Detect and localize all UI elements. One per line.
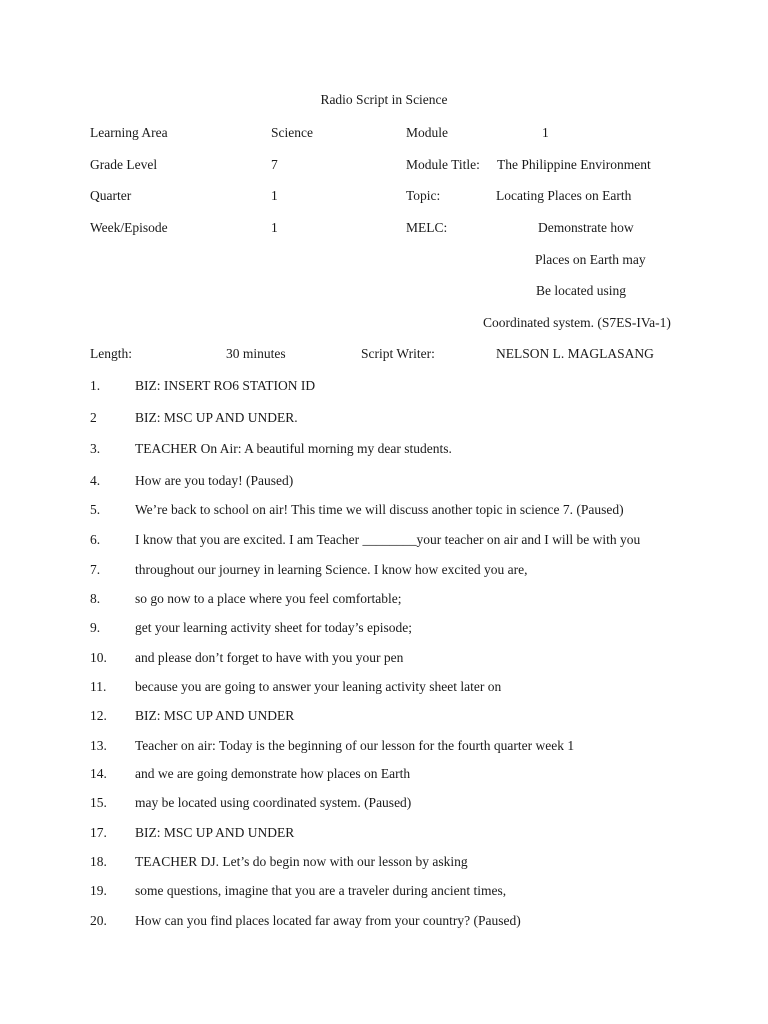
- line-text: How can you find places located far away from your country? (Paused): [135, 913, 521, 928]
- topic-label: Topic:: [406, 188, 441, 203]
- line-text: may be located using coordinated system. (Paused): [135, 795, 412, 810]
- learning-area-label: Learning Area: [90, 125, 168, 140]
- line-text: get your learning activity sheet for today’s episode;: [135, 620, 413, 635]
- line-text: We’re back to school on air! This time we will discuss another topic in science 7. (Paused): [135, 502, 624, 517]
- module-label: Module: [406, 125, 448, 140]
- quarter-value: 1: [271, 188, 278, 203]
- grade-level-value: 7: [271, 157, 278, 172]
- topic-value: Locating Places on Earth: [496, 188, 632, 203]
- line-text: and please don’t forget to have with you your pen: [135, 650, 404, 665]
- melc-line-3: Be located using: [536, 283, 626, 298]
- line-number: 13.: [90, 738, 107, 753]
- line-number: 10.: [90, 650, 107, 665]
- line-text: throughout our journey in learning Science. I know how excited you are,: [135, 562, 528, 577]
- line-number: 1.: [90, 378, 101, 393]
- line-text: BIZ: MSC UP AND UNDER: [135, 708, 295, 723]
- line-number: 20.: [90, 913, 107, 928]
- line-number: 4.: [90, 473, 101, 488]
- line-text: and we are going demonstrate how places on Earth: [135, 766, 411, 781]
- line-text: because you are going to answer your leaning activity sheet later on: [135, 679, 502, 694]
- line-number: 17.: [90, 825, 107, 840]
- line-number: 19.: [90, 883, 107, 898]
- line-number: 18.: [90, 854, 107, 869]
- module-title-value: The Philippine Environment: [497, 157, 651, 172]
- line-number: 9.: [90, 620, 101, 635]
- week-episode-label: Week/Episode: [90, 220, 168, 235]
- line-number: 3.: [90, 441, 101, 456]
- line-number: 6.: [90, 532, 101, 547]
- line-number: 7.: [90, 562, 101, 577]
- script-writer-label: Script Writer:: [361, 346, 435, 361]
- module-value: 1: [542, 125, 549, 140]
- line-number: 14.: [90, 766, 107, 781]
- week-episode-value: 1: [271, 220, 278, 235]
- line-text: How are you today! (Paused): [135, 473, 294, 488]
- line-text: I know that you are excited. I am Teacher ________your teacher on air and I will be with you: [135, 532, 641, 547]
- quarter-label: Quarter: [90, 188, 132, 203]
- melc-label: MELC:: [406, 220, 448, 235]
- line-number: 2: [90, 410, 97, 425]
- line-number: 8.: [90, 591, 101, 606]
- grade-level-label: Grade Level: [90, 157, 158, 172]
- melc-line-1: Demonstrate how: [538, 220, 634, 235]
- learning-area-value: Science: [271, 125, 313, 140]
- line-text: so go now to a place where you feel comfortable;: [135, 591, 402, 606]
- melc-line-2: Places on Earth may: [535, 252, 646, 267]
- line-text: TEACHER On Air: A beautiful morning my dear students.: [135, 441, 452, 456]
- line-text: BIZ: MSC UP AND UNDER.: [135, 410, 298, 425]
- script-writer-value: NELSON L. MAGLASANG: [496, 346, 654, 361]
- line-number: 15.: [90, 795, 107, 810]
- melc-line-4: Coordinated system. (S7ES-IVa-1): [483, 315, 671, 330]
- line-text: some questions, imagine that you are a traveler during ancient times,: [135, 883, 507, 898]
- length-label: Length:: [90, 346, 132, 361]
- module-title-label: Module Title:: [406, 157, 480, 172]
- line-text: TEACHER DJ. Let’s do begin now with our lesson by asking: [135, 854, 468, 869]
- line-number: 11.: [90, 679, 107, 694]
- line-text: BIZ: INSERT RO6 STATION ID: [135, 378, 316, 393]
- line-number: 5.: [90, 502, 101, 517]
- line-number: 12.: [90, 708, 107, 723]
- line-text: Teacher on air: Today is the beginning of our lesson for the fourth quarter week 1: [135, 738, 575, 753]
- length-value: 30 minutes: [226, 346, 286, 361]
- line-text: BIZ: MSC UP AND UNDER: [135, 825, 295, 840]
- document-title: Radio Script in Science: [320, 92, 448, 107]
